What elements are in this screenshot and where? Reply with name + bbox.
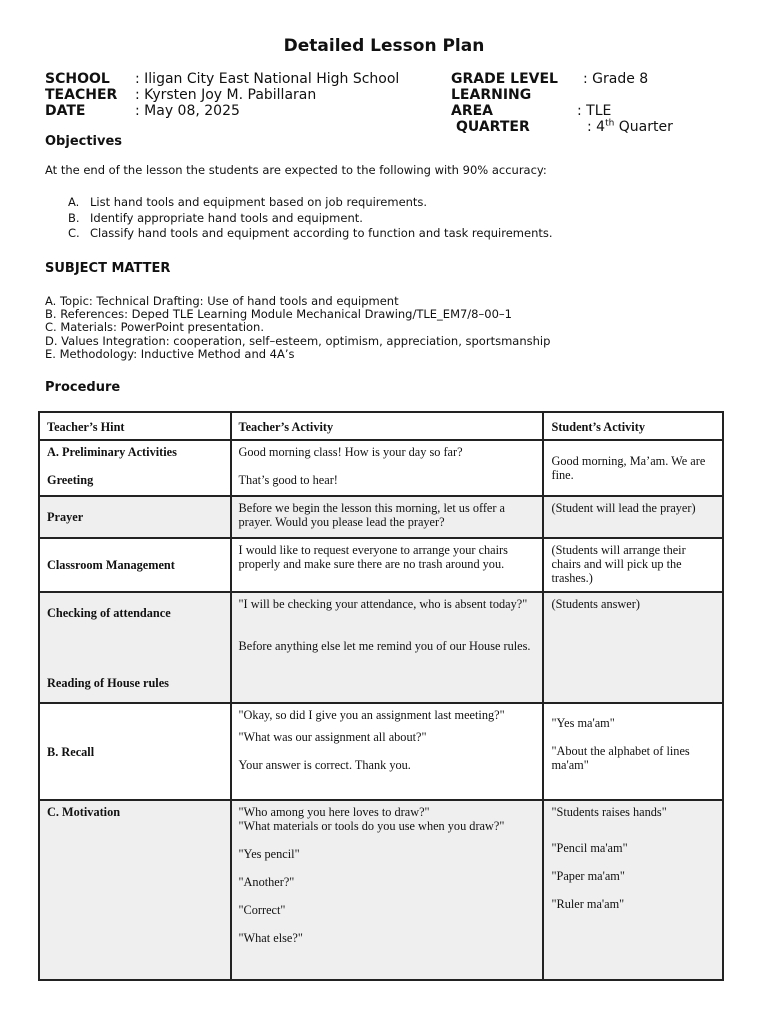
objective-item [68,226,553,242]
hint-text: A. Preliminary Activities [47,445,177,459]
teacher-text: "What else?" [238,931,303,945]
area-row [451,87,673,119]
table-row [39,703,723,800]
subject-matter-list [45,295,550,361]
objective-text: List hand tools and equipment based on job requirements. [90,195,428,209]
hint-text: Greeting [47,473,94,487]
teacher-text: "Who among you here loves to draw?" [238,805,430,819]
teacher-text: That’s good to hear! [238,473,338,487]
header-student-activity: Student’s Activity [543,412,723,440]
procedure-table [38,411,724,981]
teacher-row [45,87,399,103]
hint-cell: Prayer [39,496,231,538]
teacher-text: "I will be checking your attendance, who is absent today?" [238,597,528,611]
table-row [39,800,723,980]
hint-text: Checking of attendance [47,606,171,620]
table-row [39,592,723,703]
teacher-text: "What materials or tools do you use when you draw?" [238,819,505,833]
objectives-list [68,195,553,242]
objectives-heading: Objectives [45,134,123,149]
objective-marker: B. [68,210,80,225]
date-row [45,103,399,119]
student-activity-cell: (Students answer) [543,592,723,703]
date-value: : May 08, 2025 [135,103,240,119]
quarter-suffix: Quarter [614,119,673,135]
table-row [39,440,723,496]
objective-marker: A. [68,195,80,209]
grade-label: GRADE LEVEL [451,71,558,87]
student-text: "Ruler ma'am" [551,897,625,911]
objective-text: Classify hand tools and equipment according to function and task requirements. [90,226,553,240]
student-activity-cell [543,703,723,800]
teacher-activity-cell [231,800,544,980]
area-value: : TLE [577,103,612,119]
quarter-sup: th [605,118,615,129]
teacher-text: Good morning class! How is your day so far? [238,445,463,459]
info-left [45,71,399,119]
teacher-text: "Yes pencil" [238,847,300,861]
student-text: Good morning, Ma’am. We are fine. [551,454,706,482]
teacher-value: : Kyrsten Joy M. Pabillaran [135,87,317,103]
student-activity-cell: (Students will arrange their chairs and will pick up the trashes.) [543,538,723,592]
quarter-label: QUARTER [456,119,530,135]
student-text: "Yes ma'am" [551,716,615,730]
header-teacher-hint: Teacher’s Hint [39,412,231,440]
teacher-text: "Correct" [238,903,286,917]
table-header-row [39,412,723,440]
subject-matter-heading: SUBJECT MATTER [45,261,171,276]
quarter-prefix: : 4 [587,119,606,135]
school-row [45,71,399,87]
teacher-activity-cell: I would like to request everyone to arrange your chairs properly and make sure there are no trash around you. [231,538,544,592]
table-row [39,538,723,592]
hint-cell: Classroom Management [39,538,231,592]
hint-text: Reading of House rules [47,676,169,690]
student-activity-cell [543,800,723,980]
student-activity-cell [543,440,723,496]
objective-marker: C. [68,226,80,240]
teacher-text: Before anything else let me remind you of our House rules. [238,639,531,653]
area-label: LEARNING AREA [451,87,532,119]
student-text: "Pencil ma'am" [551,841,628,855]
subject-item: D. Values Integration: cooperation, self–esteem, optimism, appreciation, sportsmanship [45,333,551,348]
subject-item: A. Topic: Technical Drafting: Use of hand tools and equipment [45,294,399,308]
objective-text: Identify appropriate hand tools and equipment. [90,210,363,225]
document-title: Detailed Lesson Plan [283,36,485,56]
quarter-row [451,119,673,135]
teacher-text: "Another?" [238,875,295,889]
hint-cell: B. Recall [39,703,231,800]
grade-value: : Grade 8 [583,71,649,87]
hint-cell: C. Motivation [39,800,231,980]
teacher-label: TEACHER [45,87,118,103]
grade-row [451,71,673,87]
teacher-text: "Okay, so did I give you an assignment last meeting?" [238,708,505,722]
hint-cell [39,440,231,496]
student-activity-cell: (Student will lead the prayer) [543,496,723,538]
header-teacher-activity: Teacher’s Activity [231,412,544,440]
teacher-activity-cell [231,703,544,800]
date-label: DATE [45,103,86,119]
procedure-heading: Procedure [45,380,121,395]
subject-item: C. Materials: PowerPoint presentation. [45,320,265,335]
student-text: "About the alphabet of lines ma'am" [551,744,690,772]
subject-item: B. References: Deped TLE Learning Module Mechanical Drawing/TLE_EM7/8–00–1 [45,307,512,322]
objectives-intro: At the end of the lesson the students are expected to the following with 90% accuracy: [45,163,547,177]
student-text: "Students raises hands" [551,805,667,819]
teacher-activity-cell: Before we begin the lesson this morning, let us offer a prayer. Would you please lead the prayer? [231,496,544,538]
teacher-activity-cell [231,440,544,496]
objective-item [68,195,553,211]
teacher-text: Your answer is correct. Thank you. [238,758,411,772]
school-value: : Iligan City East National High School [135,71,400,87]
teacher-text: "What was our assignment all about?" [238,730,427,744]
table-row [39,496,723,538]
teacher-activity-cell [231,592,544,703]
subject-item: E. Methodology: Inductive Method and 4A’s [45,346,295,361]
info-right [451,71,673,135]
student-text: "Paper ma'am" [551,869,625,883]
hint-cell [39,592,231,703]
school-label: SCHOOL [45,71,110,87]
objective-item [68,211,553,227]
